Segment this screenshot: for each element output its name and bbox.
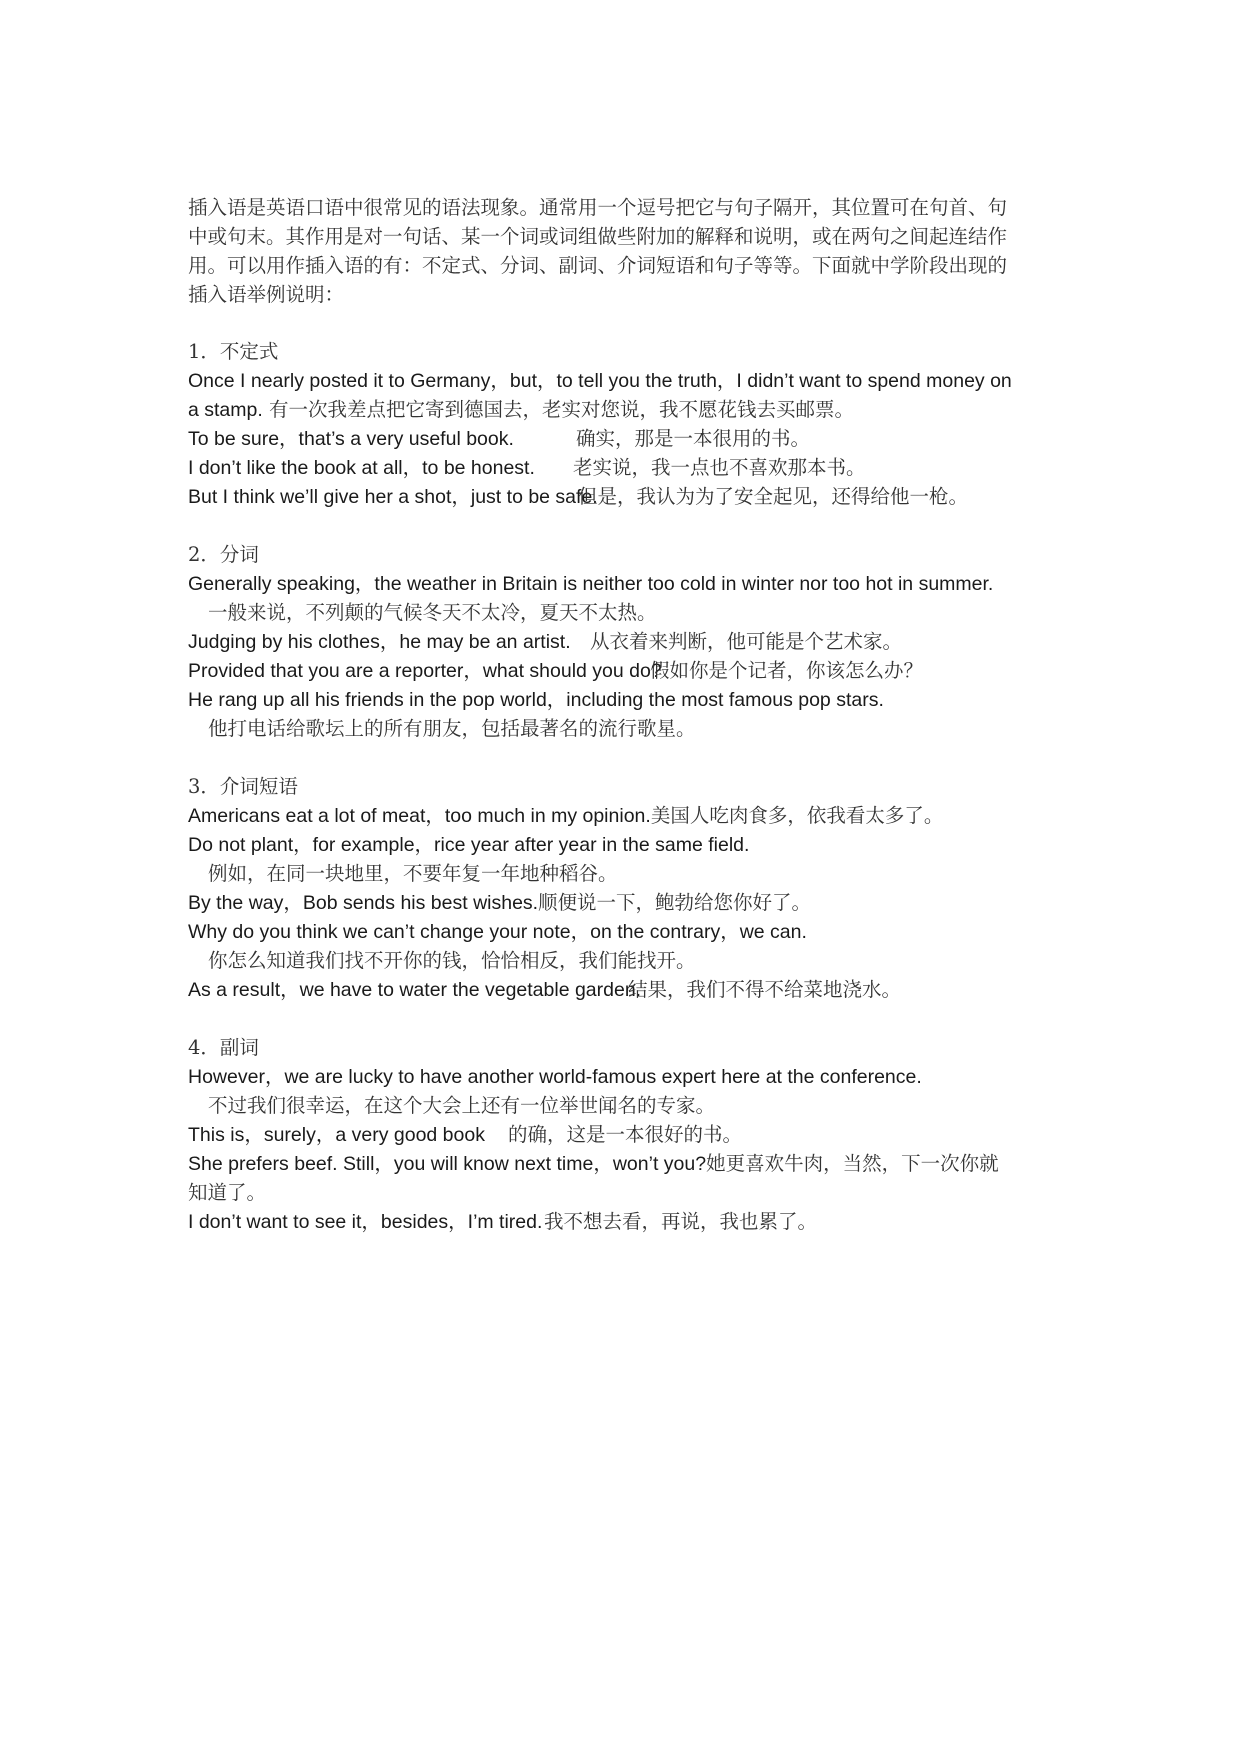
example-row	[188, 1148, 999, 1180]
intro-line-2: 中或句末。其作用是对一句话、某一个词或词组做些附加的解释和说明，或在两句之间起连结作	[188, 225, 1008, 248]
section-heading-infinitive: 1．不定式	[188, 340, 279, 363]
example-zh: 她更喜欢牛肉，当然，下一次你就	[706, 1152, 999, 1175]
section-heading-adverb: 4．副词	[188, 1036, 259, 1059]
example-en: Once I nearly posted it to Germany，but，to tell you the truth，I didn’t want to spend money on	[188, 370, 1012, 392]
example-en: He rang up all his friends in the pop world，including the most famous pop stars.	[188, 689, 884, 711]
example-zh: 确实，那是一本很用的书。	[576, 427, 811, 450]
example-zh: 一般来说，不列颠的气候冬天不太冷，夏天不太热。	[208, 601, 657, 624]
example-en: Do not plant，for example，rice year after year in the same field.	[188, 834, 750, 856]
example-en: I don’t want to see it，besides，I’m tired.	[188, 1211, 543, 1233]
intro-line-1: 插入语是英语口语中很常见的语法现象。通常用一个逗号把它与句子隔开，其位置可在句首、句	[188, 196, 1008, 219]
example-en: a stamp.	[188, 399, 263, 421]
example-zh: 我不想去看，再说，我也累了。	[544, 1210, 818, 1233]
section-heading-prepositional-phrase: 3．介词短语	[188, 775, 298, 798]
example-en: To be sure，that’s a very useful book.	[188, 428, 514, 450]
document-page	[188, 0, 1068, 1754]
example-zh: 但是，我认为为了安全起见，还得给他一枪。	[578, 485, 969, 508]
example-zh: 美国人吃肉食多，依我看太多了。	[650, 804, 944, 827]
example-row	[188, 394, 854, 426]
example-zh: 从衣着来判断，他可能是个艺术家。	[590, 630, 903, 653]
example-en: By the way，Bob sends his best wishes.	[188, 892, 539, 914]
example-zh: 你怎么知道我们找不开你的钱，恰恰相反，我们能找开。	[208, 949, 696, 972]
example-zh: 的确，这是一本很好的书。	[508, 1123, 743, 1146]
intro-line-4: 插入语举例说明：	[188, 283, 345, 306]
example-zh: 有一次我差点把它寄到德国去，老实对您说，我不愿花钱去买邮票。	[269, 398, 855, 421]
example-en: Provided that you are a reporter，what should you do?	[188, 660, 662, 682]
example-en: However，we are lucky to have another world-famous expert here at the conference.	[188, 1066, 922, 1088]
example-zh: 结果，我们不得不给菜地浇水。	[628, 978, 902, 1001]
example-en: Americans eat a lot of meat，too much in my opinion.	[188, 805, 651, 827]
example-zh: 顺便说一下，鲍勃给您你好了。	[538, 891, 812, 914]
example-zh: 老实说，我一点也不喜欢那本书。	[573, 456, 866, 479]
example-en: Why do you think we can’t change your note，on the contrary，we can.	[188, 921, 807, 943]
section-heading-participle: 2．分词	[188, 543, 259, 566]
example-en: But I think we’ll give her a shot，just to be safe.	[188, 486, 598, 508]
example-en: This is，surely，a very good book	[188, 1124, 485, 1146]
example-en: Generally speaking，the weather in Britain is neither too cold in winter nor too hot in summer.	[188, 573, 994, 595]
example-en: I don’t like the book at all，to be honest.	[188, 457, 535, 479]
intro-line-3: 用。可以用作插入语的有：不定式、分词、副词、介词短语和句子等等。下面就中学阶段出现的	[188, 254, 1008, 277]
example-en: Judging by his clothes，he may be an artist.	[188, 631, 571, 653]
example-en: She prefers beef. Still，you will know next time，won’t you?	[188, 1153, 707, 1175]
example-zh: 不过我们很幸运，在这个大会上还有一位举世闻名的专家。	[208, 1094, 716, 1117]
example-zh: 例如，在同一块地里，不要年复一年地种稻谷。	[208, 862, 618, 885]
example-zh: 假如你是个记者，你该怎么办？	[650, 659, 924, 682]
example-zh: 他打电话给歌坛上的所有朋友，包括最著名的流行歌星。	[208, 717, 696, 740]
example-en: As a result，we have to water the vegetable garden.	[188, 979, 642, 1001]
example-zh: 知道了。	[188, 1181, 267, 1204]
example-row	[188, 800, 943, 832]
